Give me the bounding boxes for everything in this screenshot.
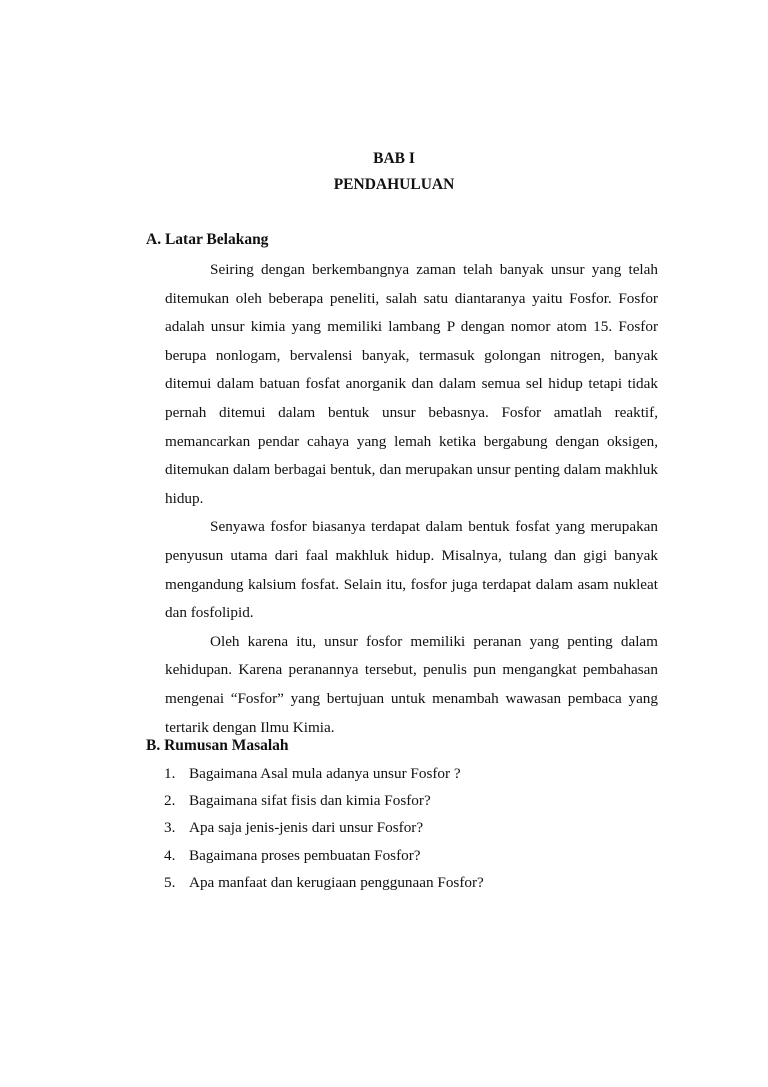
list-item-number: 4. — [164, 846, 176, 864]
section-b-heading: B. Rumusan Masalah — [146, 737, 289, 754]
paragraph: Oleh karena itu, unsur fosfor memiliki peranan yang penting dalam kehidupan. Karena peranannya tersebut, penulis pun mengangkat pembahasan mengenai “Fosfor” yang bertujuan untuk menambah wawasan pembaca yang tertarik dengan Ilmu Kimia. — [165, 632, 658, 736]
section-a-body — [165, 256, 658, 742]
list-item — [164, 760, 484, 787]
rumusan-masalah-list — [164, 760, 484, 896]
list-item-text: Apa manfaat dan kerugiaan penggunaan Fosfor? — [189, 873, 484, 891]
list-item-text: Apa saja jenis-jenis dari unsur Fosfor? — [189, 819, 424, 837]
list-item — [164, 869, 484, 896]
list-item-number: 1. — [164, 765, 176, 782]
list-item-number: 5. — [164, 873, 176, 891]
list-item-text: Bagaimana sifat fisis dan kimia Fosfor? — [189, 792, 431, 810]
list-item-text: Bagaimana proses pembuatan Fosfor? — [189, 846, 421, 864]
list-item — [164, 814, 484, 841]
section-a-heading: A. Latar Belakang — [146, 231, 269, 248]
list-item-number: 3. — [164, 819, 176, 837]
list-item-number: 2. — [164, 792, 176, 810]
chapter-number: BAB I — [373, 150, 415, 167]
chapter-title — [0, 146, 768, 198]
paragraph: Senyawa fosfor biasanya terdapat dalam bentuk fosfat yang merupakan penyusun utama dari faal makhluk hidup. Misalnya, tulang dan gigi banyak mengandung kalsium fosfat. Selain itu, fosfor juga terdapat dalam asam nukleat dan fosfolipid. — [165, 518, 658, 622]
paragraph: Seiring dengan berkembangnya zaman telah banyak unsur yang telah ditemukan oleh beberapa peneliti, salah satu diantaranya yaitu Fosfor. Fosfor adalah unsur kimia yang memiliki lambang P dengan nomor atom 15. Fosfor berupa nonlogam, bervalensi banyak, termasuk golongan nitrogen, banyak ditemui dalam batuan fosfat anorganik dan dalam semua sel hidup tetapi tidak pernah ditemui dalam bentuk unsur bebasnya. Fosfor amatlah reaktif, memancarkan pendar cahaya yang lemah ketika bergabung dengan oksigen, ditemukan dalam berbagai bentuk, dan merupakan unsur penting dalam makhluk hidup. — [165, 261, 658, 507]
list-item — [164, 842, 484, 869]
list-item — [164, 787, 484, 814]
list-item-text: Bagaimana Asal mula adanya unsur Fosfor ? — [189, 765, 461, 782]
chapter-name: PENDAHULUAN — [333, 176, 455, 193]
